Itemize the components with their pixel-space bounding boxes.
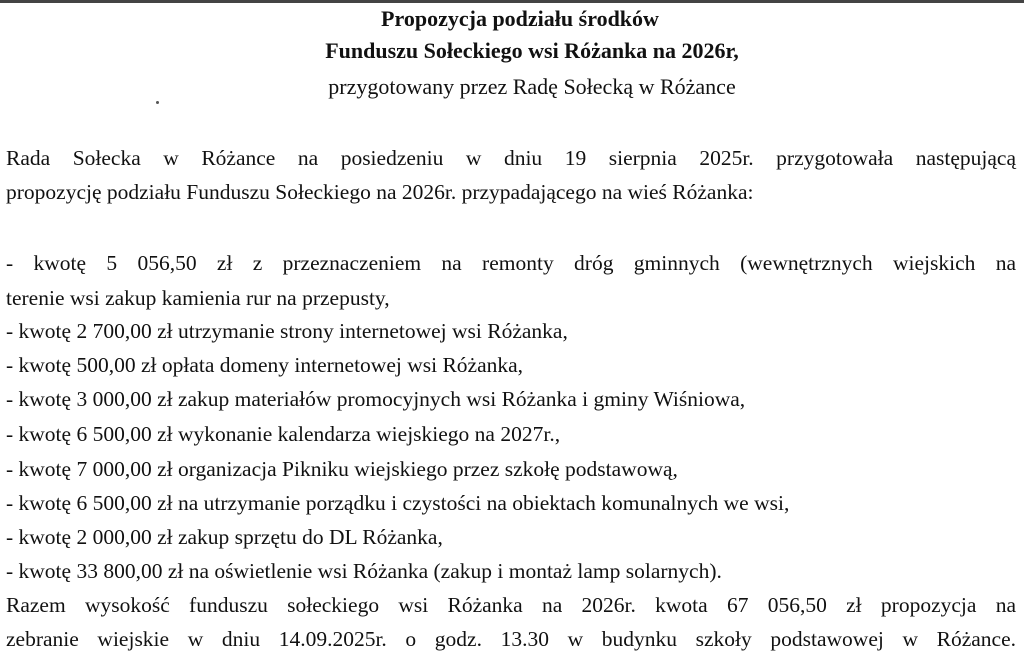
summary-line-1: Razem wysokość funduszu sołeckiego wsi Różanka na 2026r. kwota 67 056,50 zł propozycja na [6, 593, 1016, 617]
title-line-2: Funduszu Sołeckiego wsi Różanka na 2026r, [325, 38, 739, 63]
item-line-4: - kwotę 3 000,00 zł zakup materiałów promocyjnych wsi Różanka i gminy Wiśniowa, [6, 387, 746, 411]
item-line-8: - kwotę 2 000,00 zł zakup sprzętu do DL Różanka, [6, 525, 443, 549]
scan-speck [156, 101, 159, 104]
item-line-1: - kwotę 5 056,50 zł z przeznaczeniem na remonty dróg gminnych (wewnętrznych wiejskich na [6, 251, 1016, 275]
item-line-2: - kwotę 2 700,00 zł utrzymanie strony internetowej wsi Różanka, [6, 319, 568, 343]
item-line-9: - kwotę 33 800,00 zł na oświetlenie wsi Różanka (zakup i montaż lamp solarnych). [6, 559, 722, 583]
item-line-1-continued: terenie wsi zakup kamienia rur na przepusty, [6, 286, 390, 310]
item-line-6: - kwotę 7 000,00 zł organizacja Pikniku wiejskiego przez szkołę podstawową, [6, 457, 678, 481]
top-border-line [0, 0, 1024, 3]
item-line-3: - kwotę 500,00 zł opłata domeny internetowej wsi Różanka, [6, 353, 524, 377]
item-line-5: - kwotę 6 500,00 zł wykonanie kalendarza wiejskiego na 2027r., [6, 422, 561, 446]
intro-line-1: Rada Sołecka w Różance na posiedzeniu w dniu 19 sierpnia 2025r. przygotowała następującą [6, 146, 1016, 170]
title-line-1: Propozycja podziału środków [381, 6, 659, 31]
intro-line-2: propozycję podziału Funduszu Sołeckiego na 2026r. przypadającego na wieś Różanka: [6, 180, 754, 204]
summary-line-2: zebranie wiejskie w dniu 14.09.2025r. o godz. 13.30 w budynku szkoły podstawowej w Różance. [6, 627, 1016, 651]
subtitle-line: przygotowany przez Radę Sołecką w Różance [328, 74, 736, 99]
item-line-7: - kwotę 6 500,00 zł na utrzymanie porządku i czystości na obiektach komunalnych we wsi, [6, 491, 790, 515]
